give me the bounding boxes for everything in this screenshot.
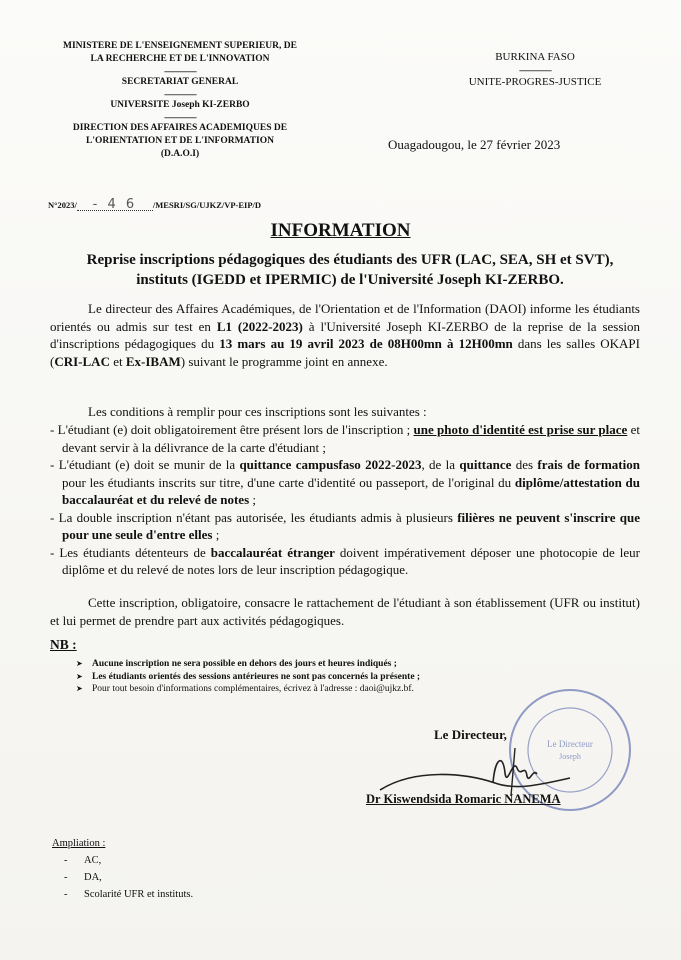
reference-prefix: N°2023/ [48,200,77,210]
condition-item: - L'étudiant (e) doit obligatoirement être présent lors de l'inscription ; une photo d'identité est prise sur place et devant servir à la délivrance de la carte d'étudiant ; [50,422,640,455]
ampliation-item: - AC, [64,855,102,866]
separator: ---------------- [519,65,551,75]
secretariat-label: SECRETARIAT GENERAL [121,77,239,87]
ministry-line-1: MINISTERE DE L'ENSEIGNEMENT SUPERIEUR, DE [63,41,297,51]
nb-item: ➤ Pour tout besoin d'informations complémentaires, écrivez à l'adresse : daoi@ujkz.bf. [76,684,414,694]
condition-item: - La double inscription n'étant pas autorisée, les étudiants admis à plusieurs filières ne peuvent s'inscrire que pour une seule d'entre elles ; [50,509,640,542]
nb-item: ➤ Les étudiants orientés des sessions antérieures ne sont pas concernés la présente ; [76,671,421,682]
country-label: BURKINA FASO [495,51,575,63]
subject-heading: Reprise inscriptions pédagogiques des étudiants des UFR (LAC, SEA, SH et SVT), instituts (IGEDD et IPERMIC) de l'Université Joseph KI-ZERBO. [86,252,614,288]
svg-text:Le Directeur: Le Directeur [547,739,593,749]
nb-label: NB : [50,637,77,652]
condition-item: - Les étudiants détenteurs de baccalauréat étranger doivent impérativement déposer une photocopie de leur diplôme et du relevé de notes lors de leur inscription pédagogique. [50,544,640,577]
document-date: Ouagadougou, le 27 février 2023 [388,137,561,152]
reference-suffix: /MESRI/SG/UJKZ/VP-EIP/D [152,200,262,210]
signatory-name: Dr Kiswendsida Romaric NANEMA [366,792,561,806]
page-title: INFORMATION [270,220,411,241]
separator: ---------------- [164,66,196,76]
ampliation-block [52,835,193,903]
signatory-title: Le Directeur, [434,727,507,742]
closing-paragraph: Cette inscription, obligatoire, consacre le rattachement de l'étudiant à son établissement (UFR ou institut) et lui permet de prendre part aux activités pédagogiques. [50,595,640,628]
ministry-line-2: LA RECHERCHE ET DE L'INNOVATION [90,54,270,64]
ampliation-item: - DA, [64,872,102,883]
arrow-bullet-icon: ➤ [76,671,83,681]
conditions-list [50,421,640,579]
university-label: UNIVERSITE Joseph KI-ZERBO [110,100,250,110]
direction-line-2: L'ORIENTATION ET DE L'INFORMATION [85,136,274,146]
intro-paragraph: Le directeur des Affaires Académiques, de l'Orientation et de l'Information (DAOI) informe les étudiants orientés ou admis sur test en L1 (2022-2023) à l'Université Joseph KI-ZERBO de la reprise de la session d'inscriptions pédagogiques du 13 mars au 19 avril 2023 de 08H00mn à 12H00mn dans les salles OKAPI (CRI-LAC et Ex-IBAM) suivant le programme joint en annexe. [50,301,640,369]
separator: ---------------- [164,89,196,99]
direction-line-1: DIRECTION DES AFFAIRES ACADEMIQUES DE [72,123,288,133]
direction-abbr: (D.A.O.I) [160,149,200,159]
arrow-bullet-icon: ➤ [76,684,83,693]
header-right [440,50,630,90]
separator: ---------------- [164,112,196,122]
reference-handwritten-number: - 4 6 [77,200,153,211]
motto-label: UNITE-PROGRES-JUSTICE [468,76,602,88]
svg-text:Joseph: Joseph [559,752,581,761]
ampliation-item: - Scolarité UFR et instituts. [64,889,194,900]
arrow-bullet-icon: ➤ [76,659,83,668]
reference-number [48,197,262,212]
conditions-intro: Les conditions à remplir pour ces inscriptions sont les suivantes : [88,404,427,419]
ampliation-label: Ampliation : [52,838,106,849]
nb-item: ➤ Aucune inscription ne sera possible en dehors des jours et heures indiqués ; [76,659,397,669]
header-left [30,40,330,161]
condition-item: - L'étudiant (e) doit se munir de la quittance campusfaso 2022-2023, de la quittance des frais de formation pour les étudiants inscrits sur titre, d'une carte d'identité ou passeport, de l'original du diplôme/attestation du baccalauréat et du relevé de notes ; [50,457,641,507]
